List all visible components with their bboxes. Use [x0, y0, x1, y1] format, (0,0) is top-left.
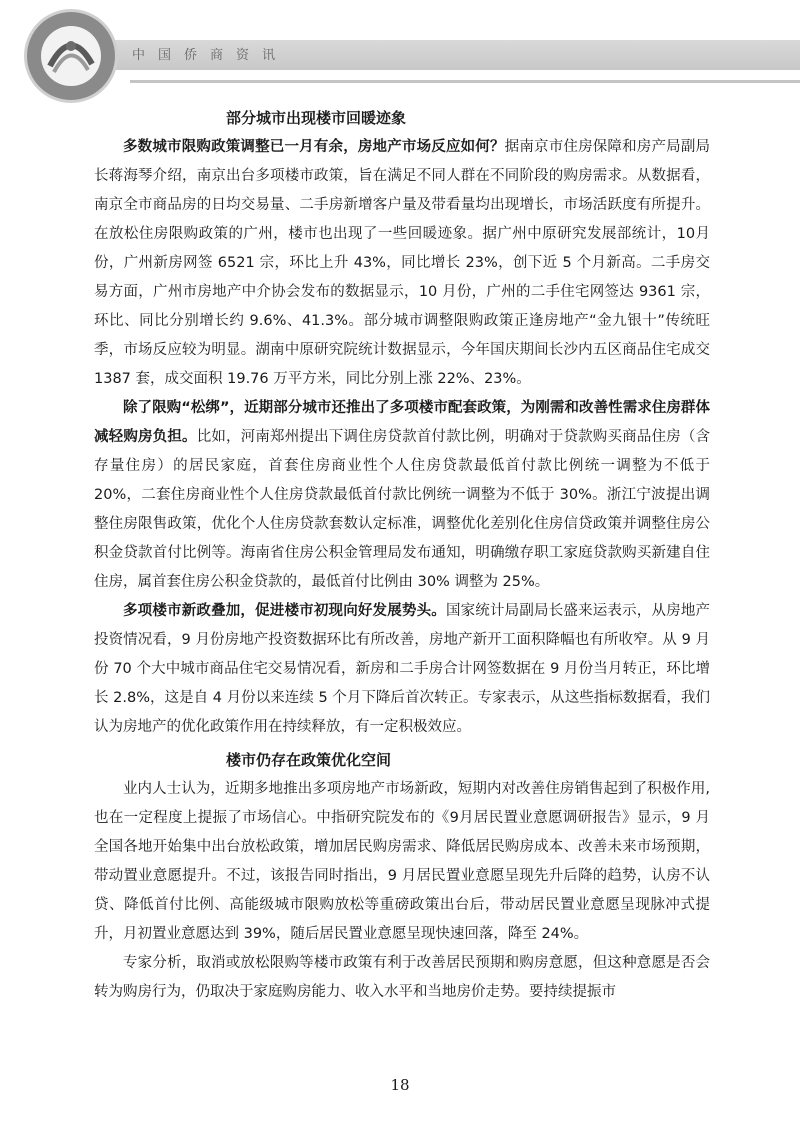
organization-logo: [18, 6, 124, 106]
paragraph: [94, 597, 710, 742]
paragraph: [94, 133, 710, 394]
paragraph: 专家分析，取消或放松限购等楼市政策有利于改善居民预期和购房意愿，但这种意愿是否会转为购房行为，仍取决于家庭购房能力、收入水平和当地房价走势。要持续提振市: [94, 955, 710, 1000]
bold-lead: 除了限购“松绑”，近期部分城市还推出了多项楼市配套政策，为刚需和改善性需求住房群体减轻购房负担。: [94, 400, 710, 445]
section-heading-recovery: 部分城市出现楼市回暖迹象: [226, 109, 407, 127]
paragraph-text: 据南京市住房保障和房产局副局长蒋海琴介绍，南京出台多项楼市政策，旨在满足不同人群在不同阶段的购房需求。从数据看，南京全市商品房的日均交易量、二手房新增客户量及带看量均出现增长，市场活跃度有所提升。在放松住房限购政策的广州，楼市也出现了一些回暖迹象。据广州中原研究发展部统计，10月份，广州新房网签 6521 宗，环比上升 43%，同比增长 23%，创下近 5 个月新高。二手房交易方面，广州市房地产中介协会发布的数据显示，10 月份，广州的二手住宅网签达 9361 宗，环比、同比分别增长约 9.6%、41.3%。部分城市调整限购政策正逢房地产“金九银十”传统旺季，市场反应较为明显。湖南中原研究院统计数据显示，今年国庆期间长沙内五区商品住宅成交 1387 套，成交面积 19.76 万平方米，同比分别上涨 22%、23%。: [94, 139, 711, 387]
paragraph: [94, 394, 710, 597]
bold-lead: 多项楼市新政叠加，促进楼市初现向好发展势头。: [123, 603, 446, 619]
section-heading-policy-room: 楼市仍存在政策优化空间: [226, 751, 392, 769]
bold-lead: 多数城市限购政策调整已一月有余，房地产市场反应如何？: [123, 139, 505, 155]
header-title: 中国侨商资讯: [132, 48, 289, 63]
page-number: 18: [390, 1076, 410, 1094]
page-header: [0, 0, 800, 112]
paragraph: 业内人士认为，近期多地推出多项房地产市场新政，短期内对改善住房销售起到了积极作用,也在一定程度上提振了市场信心。中指研究院发布的《9月居民置业意愿调研报告》显示，9 月全国各地开始集中出台放松政策，增加居民购房需求、降低居民购房成本、改善未来市场预期，带动置业意愿提升。不过，该报告同时指出，9 月居民置业意愿呈现先升后降的趋势，认房不认贷、降低首付比例、高能级城市限购放松等重磅政策出台后，带动居民置业意愿呈现脉冲式提升，月初置业意愿达到 39%，随后居民置业意愿呈现快速回落，降至 24%。: [94, 781, 710, 942]
paragraph-text: 国家统计局副局长盛来运表示，从房地产投资情况看，9 月份房地产投资数据环比有所改善，房地产新开工面积降幅也有所收窄。从 9 月份 70 个大中城市商品住宅交易情况看，新房和二手房合计网签数据在 9 月份当月转正，环比增长 2.8%，这是自 4 月份以来连续 5 个月下降后首次转正。专家表示，从这些指标数据看，我们认为房地产的优化政策作用在持续释放，有一定积极效应。: [94, 603, 711, 735]
header-divider: [130, 80, 800, 83]
paragraph-text: 比如，河南郑州提出下调住房贷款首付款比例，明确对于贷款购买商品住房（含存量住房）的居民家庭，首套住房商业性个人住房贷款最低首付款比例统一调整为不低于 20%，二套住房商业性个人住房贷款最低首付款比例统一调整为不低于 30%。浙江宁波提出调整住房限售政策，优化个人住房贷款套数认定标准，调整优化差别化住房信贷政策并调整住房公积金贷款首付比例等。海南省住房公积金管理局发布通知，明确缴存职工家庭贷款购买新建自住住房，属首套住房公积金贷款的，最低首付比例由 30% 调整为 25%。: [94, 429, 711, 590]
article-body: [94, 100, 710, 1007]
